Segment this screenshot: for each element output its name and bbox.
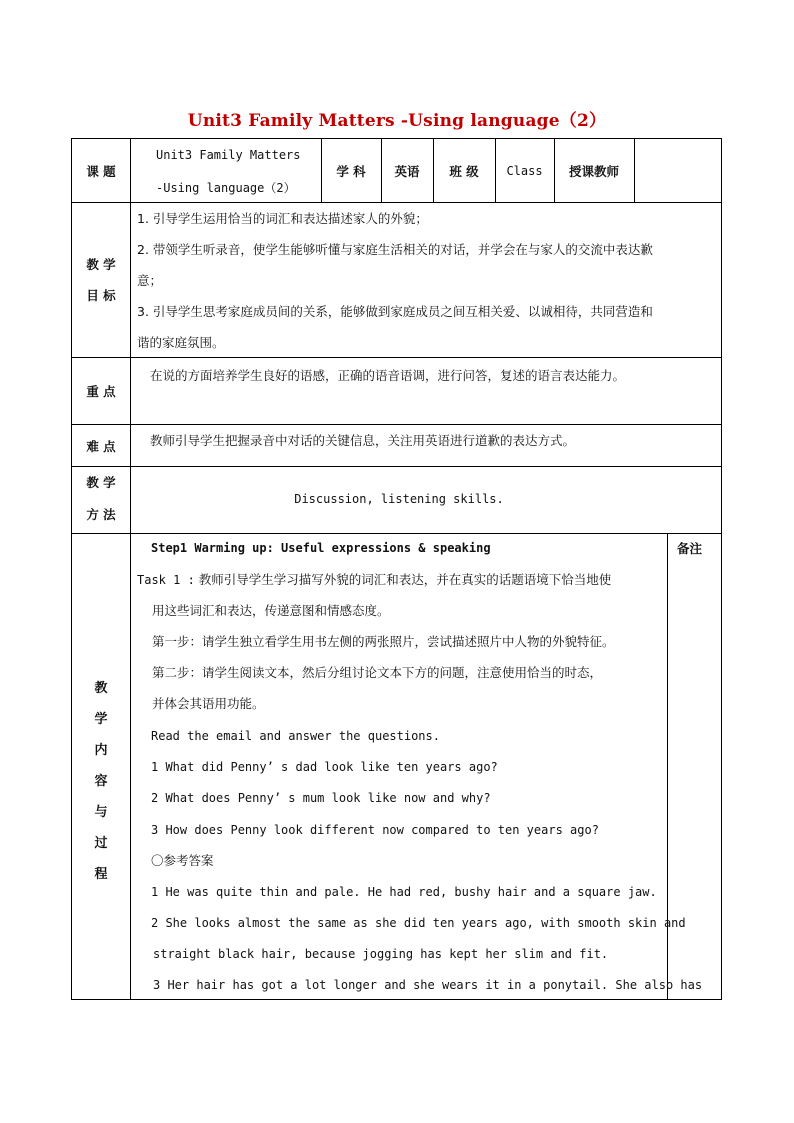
task1-prefix: Task 1 : bbox=[137, 573, 195, 587]
row-divider bbox=[72, 466, 722, 467]
document-title: Unit3 Family Matters -Using language（2） bbox=[187, 111, 607, 131]
process-label-char: 内 bbox=[94, 743, 108, 758]
question-2: 2 What does Penny’ s mum look like now and why? bbox=[151, 791, 491, 805]
process-label bbox=[72, 673, 130, 890]
task1-line-1 bbox=[137, 564, 611, 596]
step-two-line-1: 第二步：请学生阅读文本，然后分组讨论文本下方的问题，注意使用恰当的时态， bbox=[152, 665, 603, 680]
teacher-value bbox=[634, 139, 722, 202]
process-label-char: 与 bbox=[94, 805, 108, 820]
task1-text: 教师引导学生学习描写外貌的词汇和表达，并在真实的话题语境下恰当地使 bbox=[198, 572, 612, 587]
class-label: 班 级 bbox=[449, 163, 479, 179]
question-3: 3 How does Penny look different now compared to ten years ago? bbox=[151, 823, 599, 837]
topic-label: 课 题 bbox=[86, 163, 116, 179]
answer-2-line-2: straight black hair, because jogging has kept her slim and fit. bbox=[153, 947, 609, 961]
question-1: 1 What did Penny’ s dad look like ten years ago? bbox=[151, 760, 498, 774]
subject-label: 学 科 bbox=[336, 163, 366, 179]
process-label-char: 过 bbox=[94, 836, 108, 851]
topic-line-2: -Using language（2） bbox=[156, 181, 296, 195]
objective-line: 2. 带领学生听录音，使学生能够听懂与家庭生活相关的对话，并学会在与家人的交流中表达歉 bbox=[137, 242, 653, 257]
process-label-char: 教 bbox=[94, 681, 108, 696]
difficulties-text: 教师引导学生把握录音中对话的关键信息，关注用英语进行道歉的表达方式。 bbox=[150, 433, 576, 448]
answer-3: 3 Her hair has got a lot longer and she wears it in a ponytail. She also has bbox=[153, 978, 703, 992]
key-points-text: 在说的方面培养学生良好的语感，正确的语音语调，进行问答，复述的语言表达能力。 bbox=[150, 368, 626, 383]
step-two-line-2: 并体会其语用功能。 bbox=[152, 696, 265, 711]
lesson-plan-table bbox=[71, 138, 722, 1000]
remarks-label: 备注 bbox=[677, 541, 703, 556]
methods-text: Discussion, listening skills. bbox=[294, 492, 504, 506]
answer-2-line-1: 2 She looks almost the same as she did ten years ago, with smooth skin and bbox=[151, 916, 686, 930]
class-value: Class bbox=[506, 163, 543, 178]
topic-cell bbox=[130, 139, 321, 202]
process-label-char: 程 bbox=[94, 867, 108, 882]
process-label-char: 容 bbox=[94, 774, 108, 789]
teacher-label: 授课教师 bbox=[568, 163, 619, 179]
answer-1: 1 He was quite thin and pale. He had red, bushy hair and a square jaw. bbox=[151, 885, 657, 899]
methods-label-2: 方 法 bbox=[86, 507, 116, 522]
objective-line: 谐的家庭氛围。 bbox=[137, 335, 225, 350]
subject-value: 英语 bbox=[394, 163, 420, 179]
answer-label: 〇参考答案 bbox=[151, 853, 214, 868]
methods-label-1: 教 学 bbox=[86, 475, 116, 490]
objective-line: 意； bbox=[137, 273, 163, 288]
objectives-label-1: 教 学 bbox=[86, 257, 116, 272]
key-points-label: 重 点 bbox=[86, 384, 116, 399]
read-prompt: Read the email and answer the questions. bbox=[151, 729, 440, 743]
step1-heading: Step1 Warming up: Useful expressions & speaking bbox=[151, 541, 491, 555]
topic-line-1: Unit3 Family Matters bbox=[156, 148, 301, 162]
objective-line: 3. 引导学生思考家庭成员间的关系，能够做到家庭成员之间互相关爱、以诚相待，共同营造和 bbox=[137, 304, 653, 319]
step-one-text: 第一步：请学生独立看学生用书左侧的两张照片，尝试描述照片中人物的外貌特征。 bbox=[152, 634, 615, 649]
process-label-char: 学 bbox=[94, 712, 108, 727]
difficulties-label: 难 点 bbox=[86, 438, 116, 454]
label-column-divider bbox=[130, 139, 131, 1000]
task1-line-2: 用这些词汇和表达，传递意图和情感态度。 bbox=[152, 603, 390, 618]
objective-line: 1. 引导学生运用恰当的词汇和表达描述家人的外貌； bbox=[137, 211, 428, 226]
objectives-label-2: 目 标 bbox=[86, 288, 116, 303]
